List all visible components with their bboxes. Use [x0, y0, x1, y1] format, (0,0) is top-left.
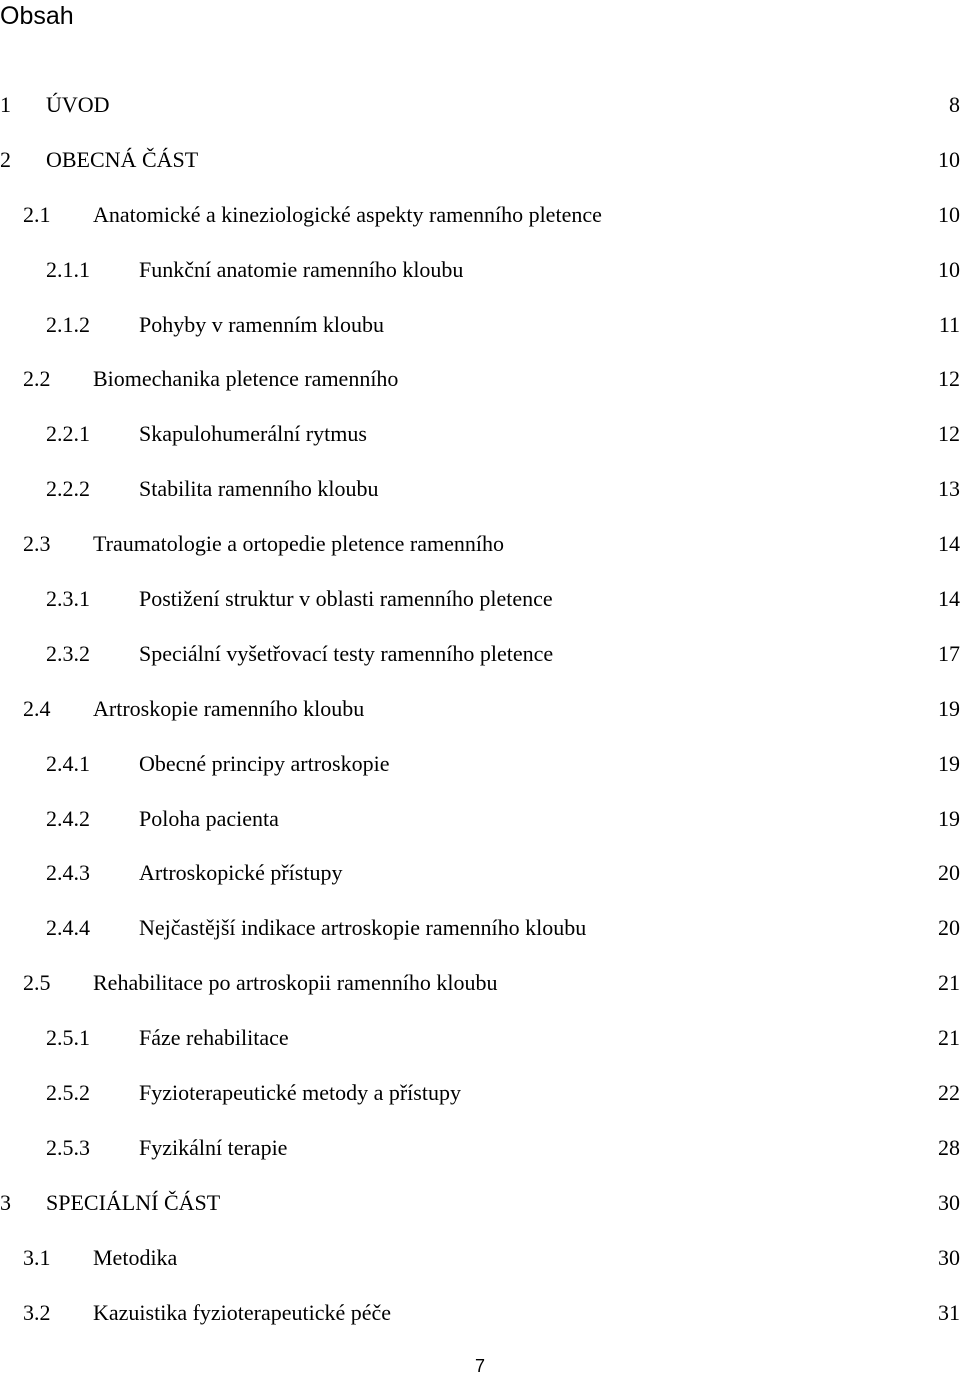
toc-entry-title: ÚVOD	[46, 92, 110, 117]
toc-entry-page: 14	[938, 531, 960, 557]
toc-entry-number: 2.4.1	[46, 750, 90, 776]
toc-entry-number: 2.2	[23, 366, 51, 392]
toc-entry[interactable]	[0, 352, 960, 407]
toc-entry-page: 20	[938, 915, 960, 941]
toc-entry-number: 3	[0, 1189, 11, 1215]
toc-entry[interactable]	[0, 78, 960, 133]
toc-entry[interactable]	[0, 298, 960, 353]
toc-entry-page: 21	[938, 970, 960, 996]
toc-entry-title: Funkční anatomie ramenního kloubu	[139, 256, 464, 282]
toc-entry-page: 19	[938, 805, 960, 831]
toc-entry-title: Artroskopické přístupy	[139, 860, 343, 886]
toc-entry-number: 2.1.1	[46, 256, 90, 282]
toc-entry-number: 2.2.2	[46, 476, 90, 502]
toc-entry[interactable]	[0, 627, 960, 682]
toc-entry-number: 2.5.2	[46, 1080, 90, 1106]
toc-entry-page: 11	[938, 311, 960, 337]
toc-entry-title: Kazuistika fyzioterapeutické péče	[93, 1299, 392, 1325]
toc-entry-number: 2.4.3	[46, 860, 90, 886]
toc-entry-page: 12	[938, 366, 960, 392]
toc-entry-page: 12	[938, 421, 960, 447]
toc-entry-title: Biomechanika pletence ramenního	[93, 366, 399, 392]
toc-entry-title: Traumatologie a ortopedie pletence ramenního	[93, 531, 504, 557]
toc-entry[interactable]	[0, 682, 960, 737]
toc-entry[interactable]	[0, 901, 960, 956]
toc-entry-number: 2.3	[23, 531, 51, 557]
toc-entry[interactable]	[0, 956, 960, 1011]
toc-entry[interactable]	[0, 517, 960, 572]
toc-entry[interactable]	[0, 407, 960, 462]
toc-entry-title: Poloha pacienta	[139, 805, 279, 831]
toc-entry-page: 17	[938, 640, 960, 666]
toc-entry-page: 30	[938, 1244, 960, 1270]
toc-entry-number: 2.5.1	[46, 1025, 90, 1051]
toc-entry-page: 14	[938, 586, 960, 612]
toc-entry[interactable]	[0, 133, 960, 188]
toc-entry-number: 2.2.1	[46, 421, 90, 447]
toc-entry-page: 13	[938, 476, 960, 502]
toc-entry-page: 28	[938, 1134, 960, 1160]
toc-entry-title: Pohyby v ramenním kloubu	[139, 311, 385, 337]
toc-entry[interactable]	[0, 737, 960, 792]
toc-entry[interactable]	[0, 1231, 960, 1286]
toc-entry-number: 1	[0, 92, 11, 117]
toc-entry-title: Obecné principy artroskopie	[139, 750, 390, 776]
page-title: Obsah	[0, 2, 74, 30]
toc-entry-page: 10	[938, 256, 960, 282]
toc-entry-title: Fáze rehabilitace	[139, 1025, 289, 1051]
toc-entry-title: OBECNÁ ČÁST	[46, 146, 199, 172]
toc-entry-page: 8	[949, 92, 960, 117]
toc-entry-number: 3.1	[23, 1244, 51, 1270]
toc-entry-number: 2.5.3	[46, 1134, 90, 1160]
toc-entry-number: 3.2	[23, 1299, 51, 1325]
toc-entry[interactable]	[0, 792, 960, 847]
toc-entry[interactable]	[0, 846, 960, 901]
toc-entry-title: Artroskopie ramenního kloubu	[93, 695, 365, 721]
toc-entry-title: Fyzikální terapie	[139, 1134, 288, 1160]
toc-entry-number: 2.3.2	[46, 640, 90, 666]
toc-entry-page: 22	[938, 1080, 960, 1106]
toc-entry-number: 2.4.4	[46, 915, 90, 941]
toc-entry[interactable]	[0, 572, 960, 627]
toc-entry-number: 2.1.2	[46, 311, 90, 337]
toc-entry-title: Fyzioterapeutické metody a přístupy	[139, 1080, 461, 1106]
toc-entry-number: 2.3.1	[46, 586, 90, 612]
toc-entry-page: 31	[938, 1299, 960, 1325]
toc-entry[interactable]	[0, 1011, 960, 1066]
toc-entry-title: Skapulohumerální rytmus	[139, 421, 367, 447]
toc-entry-page: 20	[938, 860, 960, 886]
toc-entry-number: 2	[0, 146, 11, 172]
toc-entry-title: Stabilita ramenního kloubu	[139, 476, 379, 502]
toc-entry-title: Anatomické a kineziologické aspekty ramenního pletence	[93, 201, 602, 227]
toc-entry-title: Speciální vyšetřovací testy ramenního pletence	[139, 640, 554, 666]
toc-entry-page: 10	[938, 201, 960, 227]
toc-entry-page: 30	[938, 1189, 960, 1215]
toc-entry[interactable]	[0, 243, 960, 298]
toc-entry-title: Postižení struktur v oblasti ramenního pletence	[139, 586, 553, 612]
toc-entry-title: Rehabilitace po artroskopii ramenního kloubu	[93, 970, 498, 996]
toc-entry[interactable]	[0, 1176, 960, 1231]
toc-entry-number: 2.5	[23, 970, 51, 996]
toc-entry-page: 10	[938, 146, 960, 172]
toc-entry-title: SPECIÁLNÍ ČÁST	[46, 1189, 221, 1215]
toc-entry[interactable]	[0, 1121, 960, 1176]
toc-entry-page: 19	[938, 695, 960, 721]
toc-entry[interactable]	[0, 462, 960, 517]
toc-entry-page: 19	[938, 750, 960, 776]
toc-entry-number: 2.1	[23, 201, 51, 227]
toc-entry-page: 21	[938, 1025, 960, 1051]
toc-entry-number: 2.4	[23, 695, 51, 721]
toc-entry[interactable]	[0, 188, 960, 243]
table-of-contents	[0, 78, 960, 1340]
toc-entry[interactable]	[0, 1066, 960, 1121]
page-number: 7	[474, 1356, 485, 1376]
toc-entry-title: Metodika	[93, 1244, 178, 1270]
toc-entry-number: 2.4.2	[46, 805, 90, 831]
toc-entry[interactable]	[0, 1286, 960, 1341]
toc-entry-title: Nejčastější indikace artroskopie ramenního kloubu	[139, 915, 587, 941]
